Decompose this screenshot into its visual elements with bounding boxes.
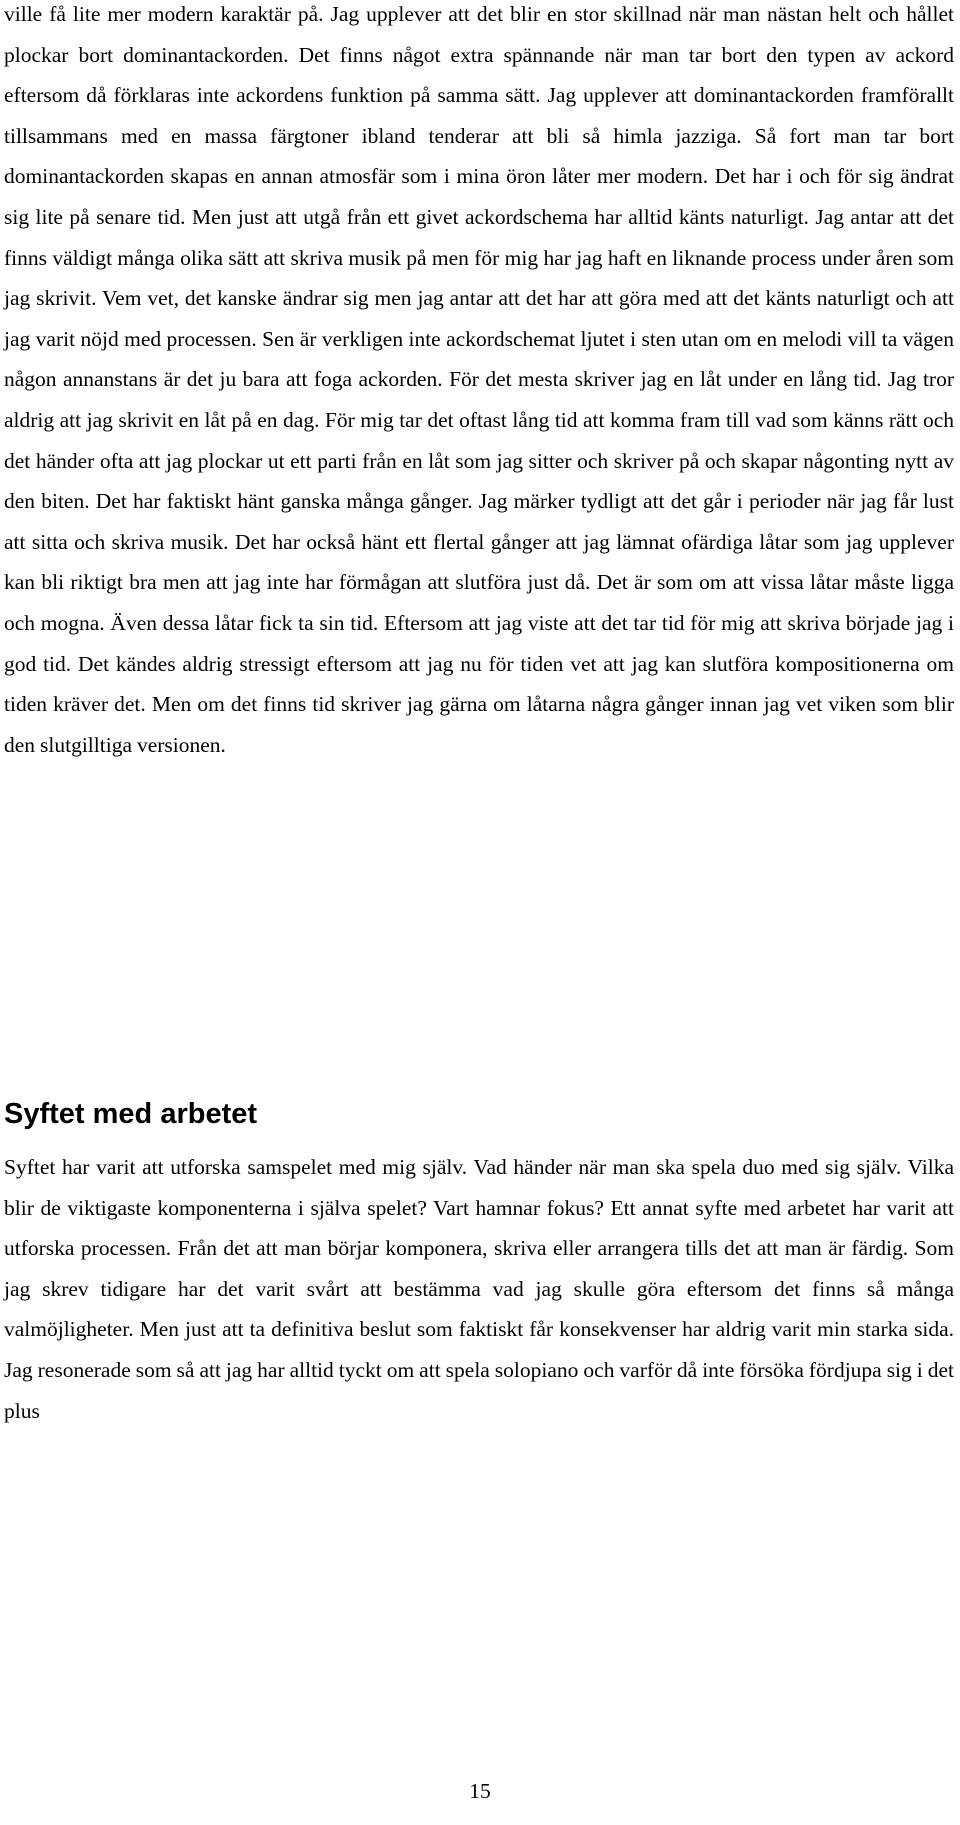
body-paragraph-syftet: Syftet har varit att utforska samspelet med mig själv. Vad händer när man ska spela duo med sig själv. Vilka blir de viktigaste komponenterna i själva spelet? Vart hamnar fokus? Ett annat syfte med arbetet har varit att utforska processen. Från det att man börjar komponera, skriva eller arrangera tills det att man är färdig. Som jag skrev tidigare har det varit svårt att bestämma vad jag skulle göra eftersom det finns så många valmöjligheter. Men just att ta definitiva beslut som faktiskt får konsekvenser har aldrig varit min starka sida. Jag resonerade som så att jag har alltid tyckt om att spela solopiano och varför då inte försöka fördjupa sig i det plus bbox=[4, 1155, 954, 1423]
page-number: 15 bbox=[469, 1779, 491, 1803]
body-paragraph-continued: ville få lite mer modern karaktär på. Jag upplever att det blir en stor skillnad när man nästan helt och hållet plockar bort dominantackorden. Det finns något extra spännande när man tar bort den typen av ackord eftersom då förklaras inte ackordens funktion på samma sätt. Jag upplever att dominantackorden framförallt tillsammans med en massa färgtoner ibland tenderar att bli så himla jazziga. Så fort man tar bort dominantackorden skapas en annan atmosfär som i mina öron låter mer modern. Det har i och för sig ändrat sig lite på senare tid. Men just att utgå från ett givet ackordschema har alltid känts naturligt. Jag antar att det finns väldigt många olika sätt att skriva musik på men för mig har jag haft en liknande process under åren som jag skrivit. Vem vet, det kanske ändrar sig men jag antar att det har att göra med att det känts naturligt och att jag varit nöjd med processen. Sen är verkligen inte ackordschemat ljutet i sten utan om en melodi vill ta vägen någon annanstans är det ju bara att foga ackorden. För det mesta skriver jag en låt under en lång tid. Jag tror aldrig att jag skrivit en låt på en dag. För mig tar det oftast lång tid att komma fram till vad som känns rätt och det händer ofta att jag plockar ut ett parti från en låt som jag sitter och skriver på och skapar någonting nytt av den biten. Det har faktiskt hänt ganska många gånger. Jag märker tydligt att det går i perioder när jag får lust att sitta och skriva musik. Det har också hänt ett flertal gånger att jag lämnat ofärdiga låtar som jag upplever kan bli riktigt bra men att jag inte har förmågan att slutföra just då. Det är som om att vissa låtar måste ligga och mogna. Även dessa låtar fick ta sin tid. Eftersom att jag viste att det tar tid för mig att skriva började jag i god tid. Det kändes aldrig stressigt eftersom att jag nu för tiden vet att jag kan slutföra kompositionerna om tiden kräver det. Men om det finns tid skriver jag gärna om låtarna några gånger innan jag vet viken som blir den slutgilltiga versionen. bbox=[4, 2, 954, 757]
section-heading: Syftet med arbetet bbox=[4, 1098, 258, 1130]
